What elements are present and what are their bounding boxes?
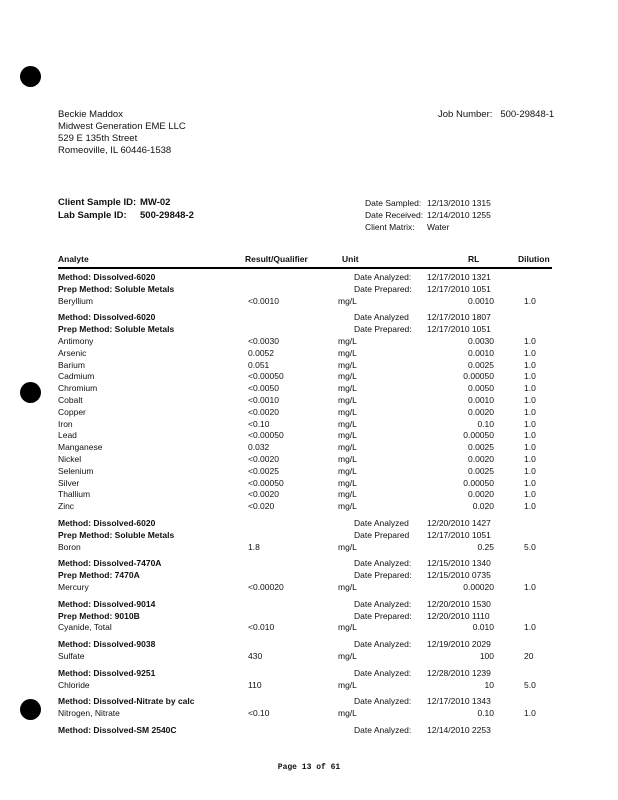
reporting-limit: 0.25 bbox=[477, 541, 494, 552]
client-street: 529 E 135th Street bbox=[58, 133, 138, 144]
dilution: 1.0 bbox=[524, 335, 536, 346]
unit: mg/L bbox=[338, 295, 357, 306]
table-row bbox=[58, 651, 552, 663]
date-analyzed-label: Date Analyzed: bbox=[354, 696, 412, 707]
table-row bbox=[58, 419, 552, 431]
job-number-value: 500-29848-1 bbox=[500, 109, 555, 120]
table-row bbox=[58, 430, 552, 442]
method-name: Method: Dissolved-Nitrate by calc bbox=[58, 696, 195, 707]
prep-method-line bbox=[58, 324, 552, 336]
prep-method-name: Prep Method: Soluble Metals bbox=[58, 324, 175, 335]
reporting-limit: 0.0050 bbox=[468, 383, 494, 394]
analyte-name: Antimony bbox=[58, 335, 94, 346]
reporting-limit: 0.00020 bbox=[463, 581, 494, 592]
method-section bbox=[58, 312, 552, 513]
reporting-limit: 0.0025 bbox=[468, 465, 494, 476]
method-line bbox=[58, 558, 552, 570]
table-row bbox=[58, 395, 552, 407]
reporting-limit: 0.00050 bbox=[463, 371, 494, 382]
binder-hole bbox=[20, 699, 41, 720]
client-company: Midwest Generation EME LLC bbox=[58, 121, 186, 132]
date-analyzed-label: Date Analyzed: bbox=[354, 272, 412, 282]
unit: mg/L bbox=[338, 708, 357, 719]
header-unit: Unit bbox=[342, 254, 359, 264]
results-table bbox=[58, 272, 552, 742]
method-name: Method: Dissolved-6020 bbox=[58, 517, 156, 528]
unit: mg/L bbox=[338, 418, 357, 429]
table-header bbox=[58, 254, 552, 266]
method-line bbox=[58, 696, 552, 708]
sample-dates bbox=[365, 197, 491, 233]
header-dilution: Dilution bbox=[518, 254, 550, 264]
result-value: <0.0020 bbox=[248, 406, 279, 417]
analyte-name: Barium bbox=[58, 359, 85, 370]
date-received-label: Date Received: bbox=[365, 210, 424, 220]
method-line bbox=[58, 725, 552, 737]
header-result: Result/Qualifier bbox=[245, 254, 308, 264]
lab-sample-id: 500-29848-2 bbox=[140, 210, 194, 221]
method-line bbox=[58, 599, 552, 611]
table-row bbox=[58, 708, 552, 720]
method-name: Method: Dissolved-9038 bbox=[58, 639, 156, 650]
reporting-limit: 0.0025 bbox=[468, 442, 494, 453]
dilution: 1.0 bbox=[524, 359, 536, 370]
method-section bbox=[58, 272, 552, 307]
date-prepared-label: Date Prepared: bbox=[354, 610, 412, 621]
date-prepared: 12/17/2010 1051 bbox=[427, 324, 491, 335]
dilution: 1.0 bbox=[524, 442, 536, 453]
date-analyzed: 12/20/2010 1427 bbox=[427, 517, 491, 528]
dilution: 1.0 bbox=[524, 622, 536, 633]
prep-method-name: Prep Method: Soluble Metals bbox=[58, 283, 175, 294]
reporting-limit: 0.10 bbox=[477, 708, 494, 719]
prep-method-line bbox=[58, 530, 552, 542]
analyte-name: Arsenic bbox=[58, 347, 87, 358]
date-analyzed: 12/15/2010 1340 bbox=[427, 558, 491, 569]
date-prepared: 12/20/2010 1110 bbox=[427, 610, 490, 621]
date-analyzed-label: Date Analyzed: bbox=[354, 667, 412, 678]
date-analyzed: 12/17/2010 1321 bbox=[427, 272, 491, 282]
dilution: 1.0 bbox=[524, 394, 536, 405]
result-value: <0.00050 bbox=[248, 477, 284, 488]
table-row bbox=[58, 501, 552, 513]
table-row bbox=[58, 680, 552, 692]
dilution: 20 bbox=[524, 650, 534, 661]
method-name: Method: Dissolved-7470A bbox=[58, 558, 162, 569]
result-value: <0.00050 bbox=[248, 430, 284, 441]
dilution: 1.0 bbox=[524, 465, 536, 476]
table-row bbox=[58, 466, 552, 478]
dilution: 1.0 bbox=[524, 581, 536, 592]
table-row bbox=[58, 489, 552, 501]
method-line bbox=[58, 668, 552, 680]
reporting-limit: 10 bbox=[484, 679, 494, 690]
date-prepared-label: Date Prepared: bbox=[354, 283, 412, 294]
result-value: 430 bbox=[248, 650, 263, 661]
dilution: 1.0 bbox=[524, 477, 536, 488]
date-prepared: 12/17/2010 1051 bbox=[427, 529, 491, 540]
analyte-name: Manganese bbox=[58, 442, 103, 453]
method-name: Method: Dissolved-9251 bbox=[58, 667, 156, 678]
unit: mg/L bbox=[338, 489, 357, 500]
table-row bbox=[58, 296, 552, 308]
table-row bbox=[58, 478, 552, 490]
date-analyzed: 12/19/2010 2029 bbox=[427, 639, 491, 650]
date-analyzed-label: Date Analyzed: bbox=[354, 639, 412, 650]
prep-method-line bbox=[58, 611, 552, 623]
date-prepared-label: Date Prepared bbox=[354, 529, 410, 540]
table-row bbox=[58, 622, 552, 634]
table-row bbox=[58, 371, 552, 383]
method-name: Method: Dissolved-6020 bbox=[58, 272, 156, 282]
sample-ids bbox=[58, 196, 194, 222]
dilution: 1.0 bbox=[524, 295, 536, 306]
client-matrix-label: Client Matrix: bbox=[365, 222, 415, 232]
method-line bbox=[58, 312, 552, 324]
result-value: <0.0010 bbox=[248, 394, 279, 405]
dilution: 1.0 bbox=[524, 383, 536, 394]
client-city: Romeoville, IL 60446-1538 bbox=[58, 145, 172, 156]
method-line bbox=[58, 639, 552, 651]
date-prepared-label: Date Prepared: bbox=[354, 324, 412, 335]
header-rule bbox=[58, 267, 552, 269]
analyte-name: Beryllium bbox=[58, 295, 93, 306]
result-value: <0.010 bbox=[248, 622, 275, 633]
reporting-limit: 0.010 bbox=[472, 622, 494, 633]
table-row bbox=[58, 442, 552, 454]
method-section bbox=[58, 518, 552, 553]
unit: mg/L bbox=[338, 477, 357, 488]
reporting-limit: 0.0010 bbox=[468, 394, 494, 405]
result-value: <0.0030 bbox=[248, 335, 279, 346]
unit: mg/L bbox=[338, 371, 357, 382]
job-number bbox=[438, 109, 554, 120]
result-value: <0.020 bbox=[248, 501, 275, 512]
result-value: <0.0020 bbox=[248, 453, 279, 464]
client-sample-id-label: Client Sample ID: bbox=[58, 197, 137, 208]
prep-method-name: Prep Method: 7470A bbox=[58, 570, 140, 581]
prep-method-name: Prep Method: Soluble Metals bbox=[58, 529, 175, 540]
analyte-name: Chromium bbox=[58, 383, 98, 394]
table-row bbox=[58, 383, 552, 395]
client-sample-id: MW-02 bbox=[140, 197, 171, 208]
result-value: 0.051 bbox=[248, 359, 270, 370]
date-prepared-label: Date Prepared: bbox=[354, 570, 412, 581]
unit: mg/L bbox=[338, 650, 357, 661]
method-section bbox=[58, 639, 552, 663]
analyte-name: Silver bbox=[58, 477, 80, 488]
analyte-name: Nitrogen, Nitrate bbox=[58, 708, 120, 719]
method-name: Method: Dissolved-6020 bbox=[58, 312, 156, 323]
analyte-name: Cadmium bbox=[58, 371, 95, 382]
dilution: 5.0 bbox=[524, 541, 536, 552]
date-analyzed: 12/17/2010 1807 bbox=[427, 312, 491, 323]
date-prepared: 12/15/2010 0735 bbox=[427, 570, 491, 581]
date-sampled-label: Date Sampled: bbox=[365, 198, 422, 208]
reporting-limit: 0.0020 bbox=[468, 453, 494, 464]
unit: mg/L bbox=[338, 581, 357, 592]
method-section bbox=[58, 668, 552, 692]
dilution: 1.0 bbox=[524, 501, 536, 512]
table-row bbox=[58, 407, 552, 419]
unit: mg/L bbox=[338, 501, 357, 512]
job-number-label: Job Number: bbox=[438, 109, 493, 120]
method-line bbox=[58, 272, 552, 284]
unit: mg/L bbox=[338, 622, 357, 633]
result-value: <0.0010 bbox=[248, 295, 279, 306]
result-value: <0.10 bbox=[248, 708, 270, 719]
unit: mg/L bbox=[338, 541, 357, 552]
analyte-name: Iron bbox=[58, 418, 73, 429]
reporting-limit: 0.10 bbox=[477, 418, 494, 429]
binder-hole bbox=[20, 66, 41, 87]
table-row bbox=[58, 542, 552, 554]
analyte-name: Cyanide, Total bbox=[58, 622, 112, 633]
result-value: 0.0052 bbox=[248, 347, 274, 358]
binder-hole bbox=[20, 382, 41, 403]
date-prepared: 12/17/2010 1051 bbox=[427, 283, 491, 294]
dilution: 1.0 bbox=[524, 489, 536, 500]
analyte-name: Selenium bbox=[58, 465, 94, 476]
client-address bbox=[58, 109, 186, 157]
table-row bbox=[58, 348, 552, 360]
method-section bbox=[58, 696, 552, 720]
dilution: 1.0 bbox=[524, 708, 536, 719]
table-row bbox=[58, 336, 552, 348]
analyte-name: Copper bbox=[58, 406, 86, 417]
analyte-name: Chloride bbox=[58, 679, 90, 690]
result-value: <0.0025 bbox=[248, 465, 279, 476]
header-analyte: Analyte bbox=[58, 254, 89, 264]
result-value: <0.00020 bbox=[248, 581, 284, 592]
date-analyzed-label: Date Analyzed: bbox=[354, 558, 412, 569]
unit: mg/L bbox=[338, 453, 357, 464]
analyte-name: Thallium bbox=[58, 489, 91, 500]
method-section bbox=[58, 558, 552, 593]
date-analyzed: 12/17/2010 1343 bbox=[427, 696, 491, 707]
dilution: 1.0 bbox=[524, 347, 536, 358]
result-value: <0.10 bbox=[248, 418, 270, 429]
result-value: <0.0020 bbox=[248, 489, 279, 500]
analyte-name: Lead bbox=[58, 430, 77, 441]
table-row bbox=[58, 582, 552, 594]
table-row bbox=[58, 360, 552, 372]
unit: mg/L bbox=[338, 335, 357, 346]
unit: mg/L bbox=[338, 383, 357, 394]
dilution: 1.0 bbox=[524, 406, 536, 417]
date-analyzed: 12/20/2010 1530 bbox=[427, 598, 491, 609]
lab-sample-id-label: Lab Sample ID: bbox=[58, 210, 127, 221]
analyte-name: Boron bbox=[58, 541, 81, 552]
analyte-name: Nickel bbox=[58, 453, 82, 464]
client-matrix: Water bbox=[427, 222, 450, 232]
result-value: 0.032 bbox=[248, 442, 270, 453]
unit: mg/L bbox=[338, 406, 357, 417]
result-value: 110 bbox=[248, 679, 262, 690]
unit: mg/L bbox=[338, 679, 357, 690]
prep-method-name: Prep Method: 9010B bbox=[58, 610, 140, 621]
reporting-limit: 0.0020 bbox=[468, 489, 494, 500]
date-sampled: 12/13/2010 1315 bbox=[427, 198, 491, 208]
method-name: Method: Dissolved-SM 2540C bbox=[58, 724, 177, 735]
date-analyzed-label: Date Analyzed: bbox=[354, 598, 412, 609]
analyte-name: Sulfate bbox=[58, 650, 85, 661]
dilution: 5.0 bbox=[524, 679, 536, 690]
page-number: Page 13 of 61 bbox=[277, 763, 341, 772]
date-analyzed: 12/14/2010 2253 bbox=[427, 724, 491, 735]
reporting-limit: 0.0030 bbox=[468, 335, 494, 346]
date-analyzed-label: Date Analyzed bbox=[354, 312, 409, 323]
analyte-name: Mercury bbox=[58, 581, 89, 592]
analyte-name: Zinc bbox=[58, 501, 75, 512]
reporting-limit: 0.0025 bbox=[468, 359, 494, 370]
result-value: 1.8 bbox=[248, 541, 260, 552]
date-analyzed-label: Date Analyzed: bbox=[354, 724, 412, 735]
unit: mg/L bbox=[338, 465, 357, 476]
dilution: 1.0 bbox=[524, 430, 536, 441]
table-row bbox=[58, 454, 552, 466]
method-name: Method: Dissolved-9014 bbox=[58, 598, 156, 609]
reporting-limit: 0.020 bbox=[472, 501, 494, 512]
unit: mg/L bbox=[338, 430, 357, 441]
date-received: 12/14/2010 1255 bbox=[427, 210, 491, 220]
reporting-limit: 0.0010 bbox=[468, 347, 494, 358]
dilution: 1.0 bbox=[524, 453, 536, 464]
dilution: 1.0 bbox=[524, 371, 536, 382]
method-section bbox=[58, 725, 552, 737]
reporting-limit: 0.0020 bbox=[468, 406, 494, 417]
dilution: 1.0 bbox=[524, 418, 536, 429]
unit: mg/L bbox=[338, 347, 357, 358]
method-line bbox=[58, 518, 552, 530]
method-section bbox=[58, 599, 552, 634]
date-analyzed-label: Date Analyzed bbox=[354, 517, 409, 528]
unit: mg/L bbox=[338, 359, 357, 370]
prep-method-line bbox=[58, 570, 552, 582]
reporting-limit: 0.0010 bbox=[468, 295, 494, 306]
date-analyzed: 12/28/2010 1239 bbox=[427, 667, 491, 678]
result-value: <0.00050 bbox=[248, 371, 284, 382]
reporting-limit: 0.00050 bbox=[463, 477, 494, 488]
analyte-name: Cobalt bbox=[58, 394, 83, 405]
client-name: Beckie Maddox bbox=[58, 109, 123, 120]
unit: mg/L bbox=[338, 442, 357, 453]
reporting-limit: 100 bbox=[479, 650, 494, 661]
reporting-limit: 0.00050 bbox=[463, 430, 494, 441]
unit: mg/L bbox=[338, 394, 357, 405]
result-value: <0.0050 bbox=[248, 383, 279, 394]
header-rl: RL bbox=[468, 254, 480, 264]
prep-method-line bbox=[58, 284, 552, 296]
